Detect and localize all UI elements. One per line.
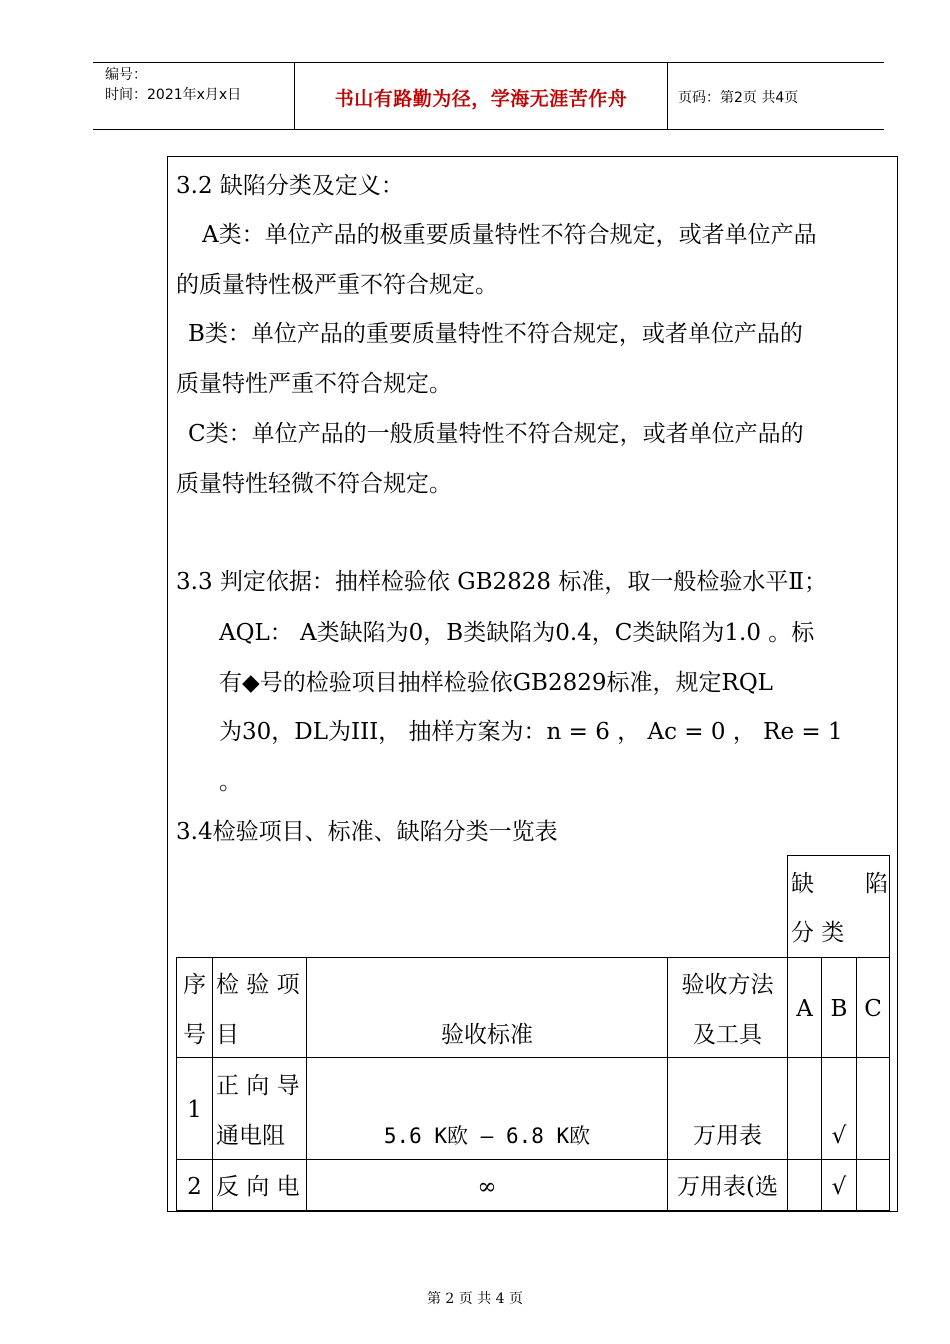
section-3-4-title: 3.4检验项目、标准、缺陷分类一览表 — [176, 819, 558, 845]
table-rule — [787, 855, 890, 856]
table-rule — [787, 855, 788, 1211]
row-2-seq: 2 — [187, 1174, 202, 1200]
col-method-header-2: 及工具 — [693, 1022, 762, 1048]
section-3-3-line-1: 3.3 判定依据：抽样检验依 GB2828 标准，取一般检验水平Ⅱ； — [176, 569, 827, 595]
header-bottom-rule — [93, 129, 884, 130]
defect-c-line-1: C类：单位产品的一般质量特性不符合规定，或者单位产品的 — [188, 421, 804, 447]
header-time-label: 时间：2021年x月x日 — [105, 87, 242, 103]
defect-b-line-2: 质量特性严重不符合规定。 — [176, 371, 452, 397]
table-rule — [176, 1210, 890, 1211]
col-item-header-1: 检 验 项 — [216, 972, 300, 998]
row-1-item-1: 正 向 导 — [216, 1073, 300, 1099]
table-rule — [176, 1057, 890, 1058]
row-1-b-check: √ — [831, 1123, 847, 1149]
table-rule — [889, 855, 890, 1211]
col-b-header: B — [830, 996, 848, 1022]
col-seq-header-1: 序 — [183, 972, 206, 998]
col-method-header-1: 验收方法 — [681, 972, 774, 998]
section-3-3-line-3: 有◆号的检验项目抽样检验依GB2829标准，规定RQL — [219, 670, 773, 696]
defect-b-line-1: B类：单位产品的重要质量特性不符合规定，或者单位产品的 — [188, 321, 803, 347]
row-1-standard: 5.6 K欧 — 6.8 K欧 — [383, 1124, 591, 1148]
col-c-header: C — [864, 996, 882, 1022]
section-3-2-title: 3.2 缺陷分类及定义： — [176, 173, 404, 199]
header-divider-left — [294, 62, 295, 130]
page-footer: 第 2 页 共 4 页 — [426, 1291, 524, 1307]
header-motto: 书山有路勤为径，学海无涯苦作舟 — [334, 88, 628, 110]
defect-header-2: 分 类 — [791, 920, 845, 946]
defect-c-line-2: 质量特性轻微不符合规定。 — [176, 471, 452, 497]
row-2-method: 万用表(选 — [677, 1174, 778, 1200]
defect-a-line-1: A类：单位产品的极重要质量特性不符合规定，或者单位产品 — [202, 222, 817, 248]
header-page-info: 页码：第2页 共4页 — [678, 90, 799, 106]
defect-a-line-2: 的质量特性极严重不符合规定。 — [176, 272, 498, 298]
header-meta — [105, 65, 241, 105]
header-number-label: 编号： — [105, 67, 147, 83]
section-3-3-line-5: 。 — [219, 769, 242, 795]
table-rule — [176, 957, 890, 958]
table-rule — [212, 957, 213, 1211]
row-1-seq: 1 — [187, 1097, 202, 1123]
row-2-standard: ∞ — [477, 1174, 497, 1200]
row-2-item-1: 反 向 电 — [216, 1174, 300, 1200]
row-1-method: 万用表 — [693, 1123, 762, 1149]
section-3-3-line-2: AQL： A类缺陷为0，B类缺陷为0.4，C类缺陷为1.0 。标 — [219, 620, 815, 646]
defect-header-1a: 缺 — [791, 871, 814, 897]
row-2-b-check: √ — [831, 1174, 847, 1200]
col-item-header-2: 目 — [216, 1022, 239, 1048]
col-standard-header: 验收标准 — [441, 1022, 533, 1048]
header-divider-right — [667, 62, 668, 130]
row-1-item-2: 通电阻 — [216, 1123, 285, 1149]
table-rule — [176, 1159, 890, 1160]
col-a-header: A — [796, 996, 813, 1022]
section-3-3-line-4: 为30，DL为III， 抽样方案为：n = 6 ， Ac = 0 ， Re = 1 — [219, 719, 843, 745]
header-top-rule — [93, 62, 884, 63]
col-seq-header-2: 号 — [183, 1022, 206, 1048]
defect-header-1b: 陷 — [865, 871, 888, 897]
